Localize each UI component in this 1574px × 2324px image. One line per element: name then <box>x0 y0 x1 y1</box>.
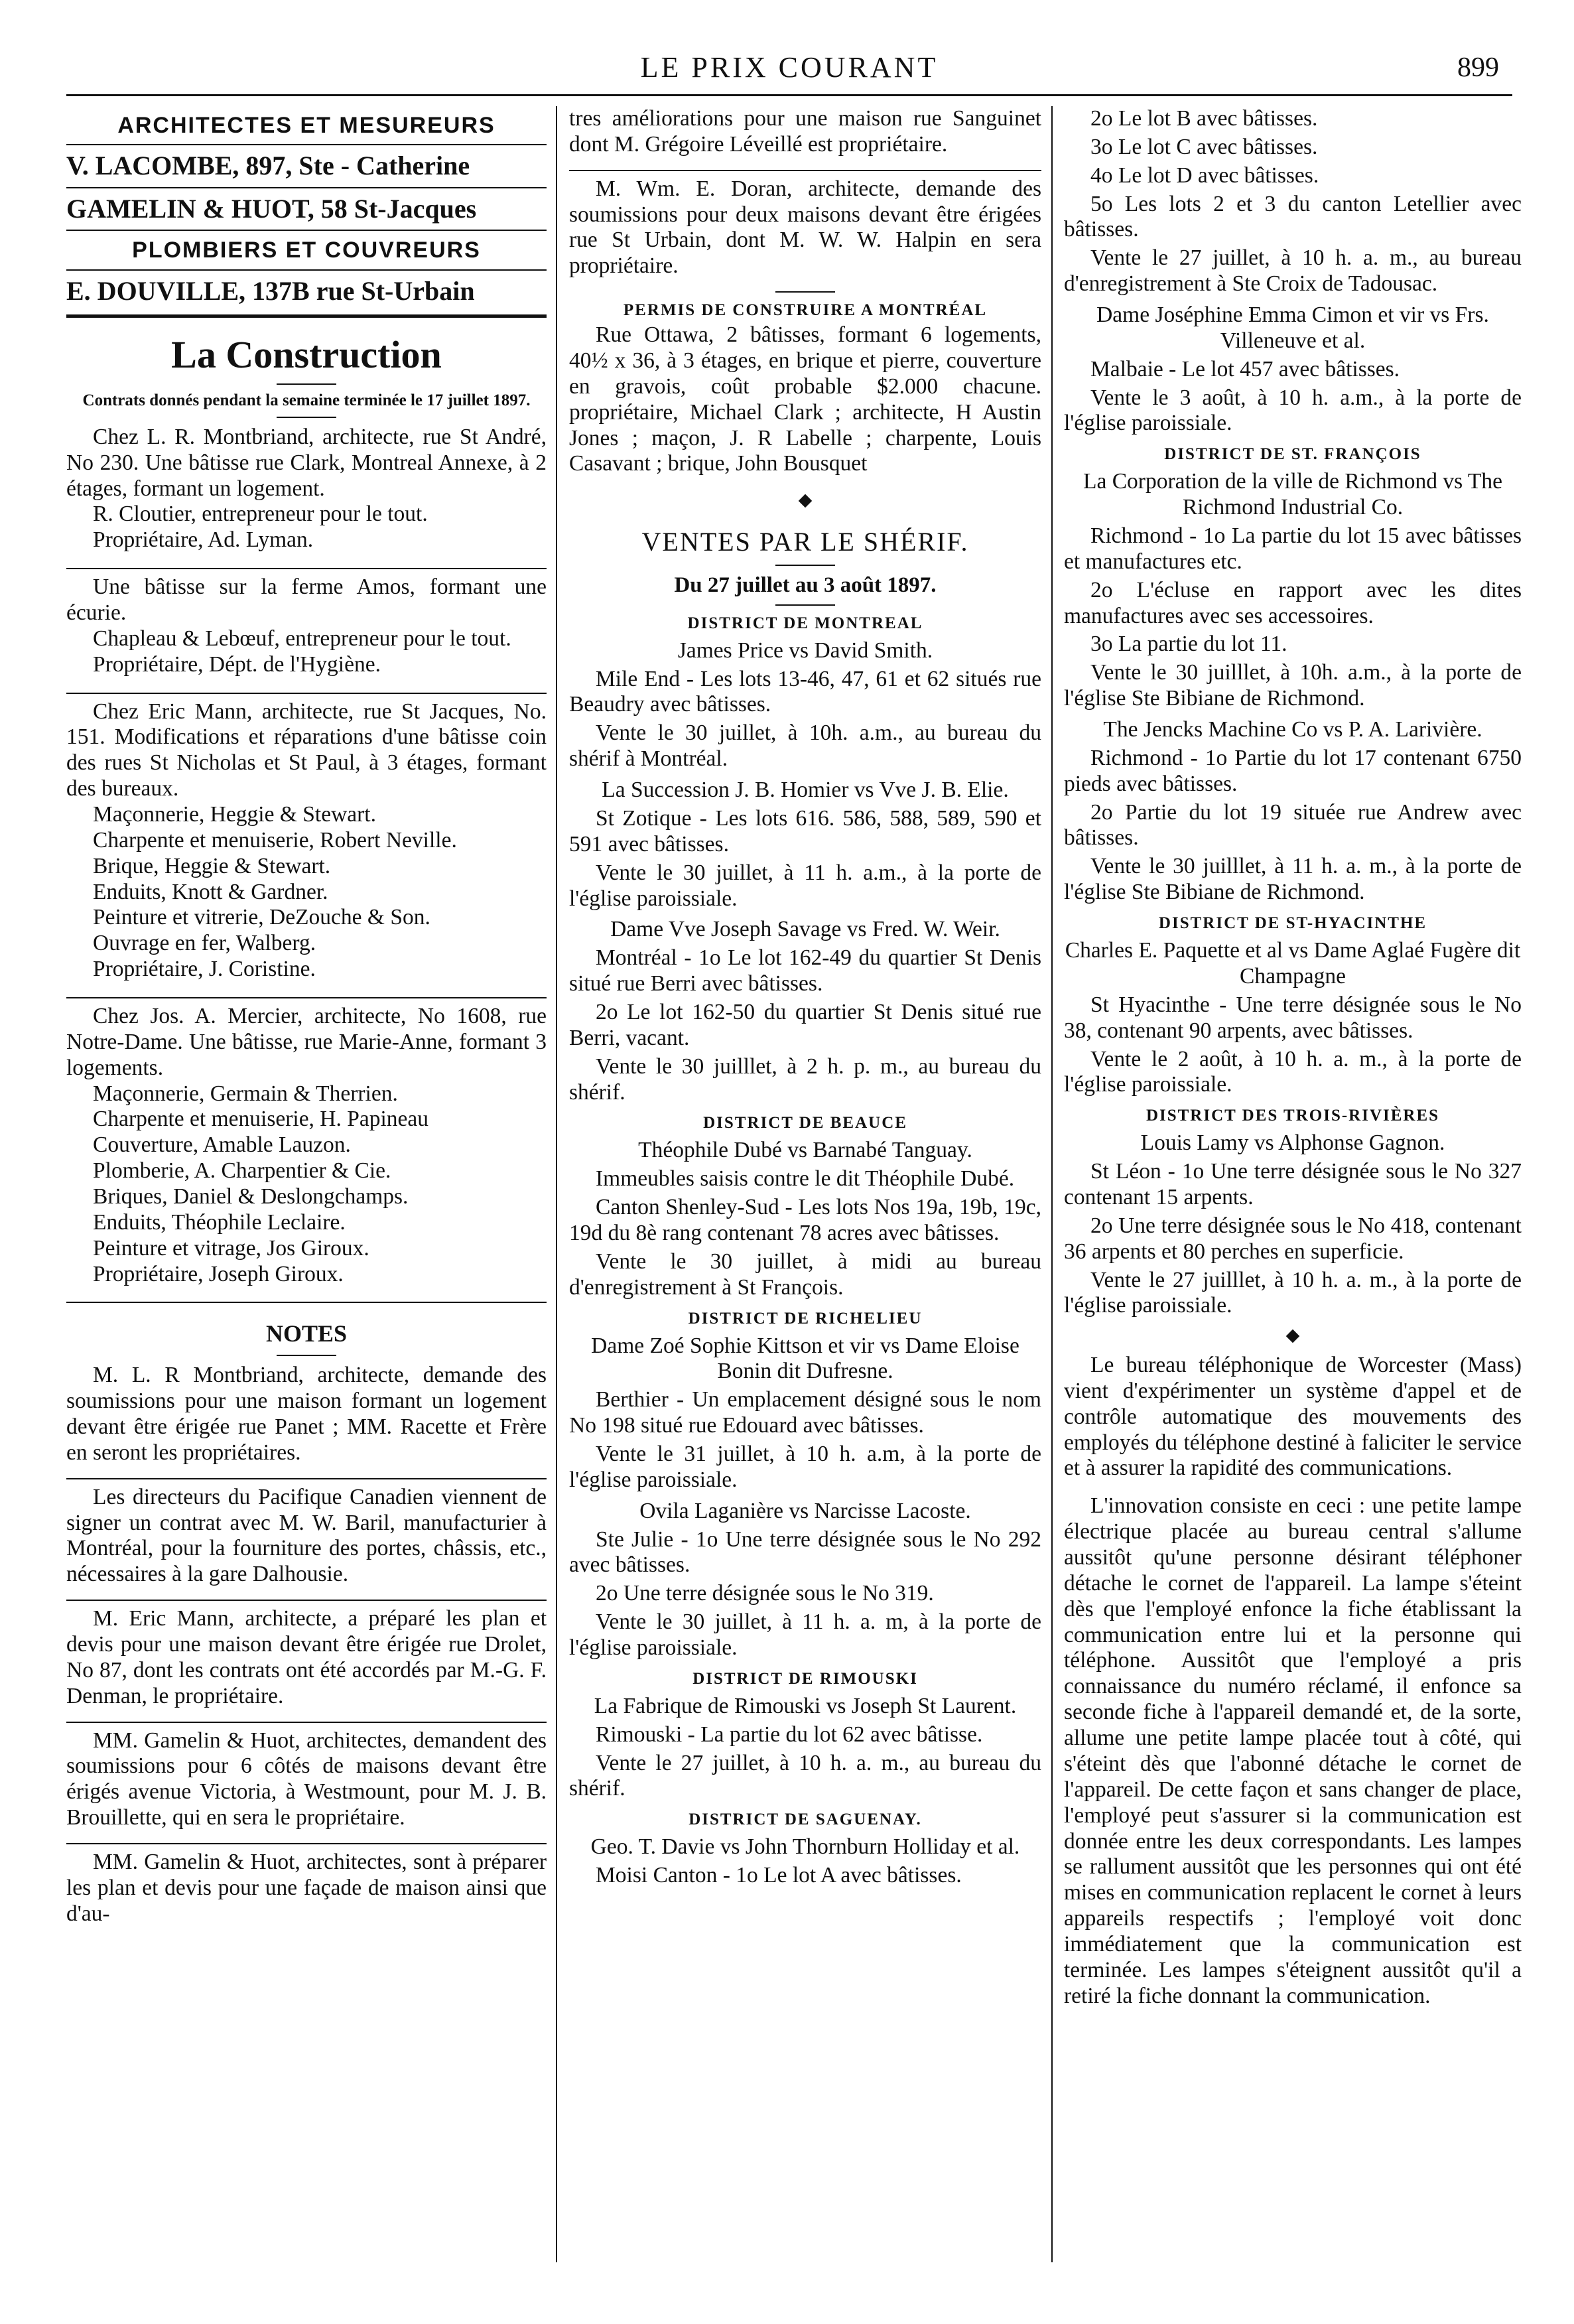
case-title: Dame Vve Joseph Savage vs Fred. W. Weir. <box>610 917 1000 942</box>
case-title: Dame Zoé Sophie Kittson et vir vs Dame Eloise Bonin dit Dufresne. <box>591 1333 1019 1384</box>
note-paragraph: M. L. R Montbriand, architecte, demande des soumissions pour une maison formant un logement devant être érigée rue Panet ; MM. Racette et Frère en seront les propriétaires. <box>66 1363 547 1465</box>
entry-text: Propriétaire, Joseph Giroux. <box>93 1261 344 1286</box>
section-heading-architectes: ARCHITECTES ET MESUREURS <box>117 113 495 138</box>
sale-item: Rimouski - La partie du lot 62 avec bâtisse. <box>596 1722 983 1747</box>
entry-text: Maçonnerie, Germain & Therrien. <box>93 1081 398 1106</box>
sale-item: St Zotique - Les lots 616. 586, 588, 589, 590 et 591 avec bâtisses. <box>569 805 1041 856</box>
entry-text: R. Cloutier, entrepreneur pour le tout. <box>93 502 428 527</box>
divider <box>66 1302 547 1303</box>
contract-entry <box>66 575 547 677</box>
sale-item: Moisi Canton - 1o Le lot A avec bâtisses. <box>596 1863 962 1888</box>
divider <box>66 1722 547 1723</box>
directory-entry: E. DOUVILLE, 137B rue St-Urbain <box>66 275 475 306</box>
short-divider <box>277 383 336 385</box>
sale-item: St Léon - 1o Une terre désignée sous le No 327 contenant 15 arpents. <box>1064 1159 1522 1209</box>
case-title: Geo. T. Davie vs John Thornburn Holliday et al. <box>590 1834 1020 1860</box>
ventes-title: VENTES PAR LE SHÉRIF. <box>641 527 969 557</box>
sale-item: Immeubles saisis contre le dit Théophile Dubé. <box>596 1166 1015 1192</box>
note-paragraph: Les directeurs du Pacifique Canadien viennent de signer un contrat avec M. W. Baril, manufacturier à Montréal, pour la fourniture des portes, châssis, etc., nécessaires à la gare Dalhousie. <box>66 1484 547 1587</box>
divider <box>569 170 1041 171</box>
entry-text: Propriétaire, Dépt. de l'Hygiène. <box>93 651 381 677</box>
construction-title: La Construction <box>171 333 442 377</box>
entry-text: Charpente et menuiserie, H. Papineau <box>93 1107 429 1132</box>
case-title: Louis Lamy vs Alphonse Gagnon. <box>1140 1130 1445 1156</box>
sale-item: Mile End - Les lots 13-46, 47, 61 et 62 situés rue Beaudry avec bâtisses. <box>569 666 1041 717</box>
entry-text: Charpente et menuiserie, Robert Neville. <box>93 827 457 853</box>
divider <box>66 568 547 569</box>
sale-item: Vente le 3 août, à 10 h. a.m., à la porte de l'église paroissiale. <box>1064 385 1522 436</box>
column-divider <box>1051 106 1053 2262</box>
sale-item: Malbaie - Le lot 457 avec bâtisses. <box>1090 356 1400 381</box>
header-rule <box>66 94 1512 96</box>
note-paragraph: M. Wm. E. Doran, architecte, demande des soumissions pour deux maisons devant être érigées rue St Urbain, dont M. W. W. Halpin en sera propriétaire. <box>569 176 1041 279</box>
divider <box>66 693 547 694</box>
sale-item: 2o Le lot 162-50 du quartier St Denis situé rue Berri, vacant. <box>569 999 1041 1050</box>
sale-item: 2o Une terre désignée sous le No 418, contenant 36 arpents et 80 perches en superficie. <box>1064 1213 1522 1264</box>
directory-entry: V. LACOMBE, 897, Ste - Catherine <box>66 151 470 181</box>
sale-item: Richmond - 1o Partie du lot 17 contenant 6750 pieds avec bâtisses. <box>1064 745 1522 796</box>
short-divider <box>277 1355 336 1356</box>
entry-text: Briques, Daniel & Deslongchamps. <box>93 1184 409 1209</box>
district-heading: DISTRICT DE RICHELIEU <box>688 1309 923 1328</box>
page-number: 899 <box>1457 52 1499 83</box>
short-divider <box>277 417 336 418</box>
sale-item: 3o La partie du lot 11. <box>1090 632 1287 657</box>
article-paragraph: Le bureau téléphonique de Worcester (Mass) vient d'expérimenter un système d'appel et de contrôle automatique des mouvements des employés du téléphone destiné à faliciter le service et à assurer la rapidité des communications. <box>1064 1353 1522 1481</box>
sale-item: Vente le 2 août, à 10 h. a. m., à la porte de l'église paroissiale. <box>1064 1046 1522 1097</box>
contract-entry <box>66 425 547 553</box>
entry-text: Chez Jos. A. Mercier, architecte, No 1608, rue Notre-Dame. Une bâtisse, rue Marie-Anne, formant 3 logements. <box>66 1004 547 1080</box>
note-continuation: tres améliorations pour une maison rue Sanguinet dont M. Grégoire Léveillé est propriétaire. <box>569 106 1041 157</box>
sale-item: Berthier - Un emplacement désigné sous le nom No 198 situé rue Edouard avec bâtisses. <box>569 1387 1041 1438</box>
sale-item: Richmond - 1o La partie du lot 15 avec bâtisses et manufactures etc. <box>1064 523 1522 574</box>
district-heading: DISTRICT DE ST-HYACINTHE <box>1158 914 1427 933</box>
note-paragraph: M. Eric Mann, architecte, a préparé les plan et devis pour une maison devant être érigée rue Drolet, No 87, dont les contrats ont été accordés par M.-G. F. Denman, le propriétaire. <box>66 1606 547 1708</box>
page-header <box>66 48 1512 88</box>
sale-item: 2o L'écluse en rapport avec les dites manufactures avec ses accessoires. <box>1064 577 1522 628</box>
permis-title: PERMIS DE CONSTRUIRE A MONTRÉAL <box>623 301 988 320</box>
case-title: La Corporation de la ville de Richmond vs The Richmond Industrial Co. <box>1082 469 1503 520</box>
sale-item: Vente le 30 juilllet, à 2 h. p. m., au bureau du shérif. <box>569 1054 1041 1105</box>
divider <box>66 269 547 271</box>
divider <box>66 144 547 145</box>
entry-text: Propriétaire, Ad. Lyman. <box>93 527 314 553</box>
entry-text: Enduits, Knott & Gardner. <box>93 879 328 904</box>
district-heading: DISTRICT DE ST. FRANÇOIS <box>1164 445 1421 464</box>
divider <box>66 187 547 188</box>
sale-item: 4o Le lot D avec bâtisses. <box>1090 163 1319 188</box>
entry-text: Peinture et vitrage, Jos Giroux. <box>93 1235 369 1261</box>
entry-text: Chez L. R. Montbriand, architecte, rue St André, No 230. Une bâtisse rue Clark, Montreal Annexe, à 2 étages, formant un logement. <box>66 424 547 501</box>
sale-item: Vente le 30 juillet, à 10h. a.m., au bureau du shérif à Montréal. <box>569 720 1041 772</box>
entry-text: Maçonnerie, Heggie & Stewart. <box>93 801 376 827</box>
divider <box>66 1478 547 1479</box>
ornament-separator: ⬥ <box>1285 1324 1300 1347</box>
column-middle <box>569 106 1041 2269</box>
divider <box>66 997 547 998</box>
column-right <box>1064 106 1522 2269</box>
sale-item: Vente le 30 juillet, à 11 h. a.m., à la porte de l'église paroissiale. <box>569 860 1041 911</box>
divider <box>66 1843 547 1844</box>
entry-text: Plomberie, A. Charpentier & Cie. <box>93 1158 391 1184</box>
sale-item: 2o Une terre désignée sous le No 319. <box>596 1581 934 1606</box>
short-divider <box>775 291 835 293</box>
ventes-date: Du 27 juillet au 3 août 1897. <box>674 573 937 597</box>
sale-item: Vente le 30 juilllet, à 10h. a.m., à la porte de l'église Ste Bibiane de Richmond. <box>1064 660 1522 711</box>
district-heading: DISTRICT DE MONTREAL <box>687 614 923 632</box>
case-title: James Price vs David Smith. <box>677 638 933 663</box>
divider <box>66 1600 547 1601</box>
sale-item: Vente le 30 juillet, à 11 h. a. m, à la porte de l'église paroissiale. <box>569 1609 1041 1660</box>
sale-item: Montréal - 1o Le lot 162-49 du quartier St Denis situé rue Berri avec bâtisses. <box>569 945 1041 996</box>
divider <box>66 230 547 231</box>
note-paragraph: MM. Gamelin & Huot, architectes, sont à préparer les plan et devis pour une façade de maison ainsi que d'au- <box>66 1849 547 1926</box>
sale-item: Ste Julie - 1o Une terre désignée sous le No 292 avec bâtisses. <box>569 1527 1041 1578</box>
note-paragraph: MM. Gamelin & Huot, architectes, demandent des soumissions pour 6 côtés de maisons devant être érigés avenue Victoria, à Westmount, pour M. J. B. Brouillette, qui en sera le propriétaire. <box>66 1728 547 1830</box>
entry-text: Propriétaire, J. Coristine. <box>93 957 316 982</box>
divider-thick <box>66 314 547 318</box>
entry-text: Ouvrage en fer, Walberg. <box>93 931 316 956</box>
sale-item: St Hyacinthe - Une terre désignée sous le No 38, contenant 90 arpents, avec bâtisses. <box>1064 992 1522 1043</box>
entry-text: Enduits, Théophile Leclaire. <box>93 1209 346 1235</box>
entry-text: Brique, Heggie & Stewart. <box>93 853 331 878</box>
entry-text: Chapleau & Lebœuf, entrepreneur pour le tout. <box>93 626 511 651</box>
district-heading: DISTRICT DE BEAUCE <box>703 1114 907 1132</box>
entry-text: Chez Eric Mann, architecte, rue St Jacques, No. 151. Modifications et réparations d'une bâtisse coin des rues St Nicholas et St Paul, à 3 étages, formant des bureaux. <box>66 699 547 801</box>
sale-item: Vente le 30 juillet, à midi au bureau d'enregistrement à St François. <box>569 1249 1041 1300</box>
section-heading-plombiers: PLOMBIERS ET COUVREURS <box>132 238 481 263</box>
case-title: Dame Joséphine Emma Cimon et vir vs Frs. Villeneuve et al. <box>1096 303 1489 353</box>
case-title: Charles E. Paquette et al vs Dame Aglaé Fugère dit Champagne <box>1065 938 1521 989</box>
column-divider <box>556 106 557 2262</box>
construction-subtitle: Contrats donnés pendant la semaine terminée le 17 juillet 1897. <box>82 391 531 410</box>
sale-item: 2o Partie du lot 19 située rue Andrew avec bâtisses. <box>1064 799 1522 851</box>
contract-entry <box>66 699 547 983</box>
case-title: Théophile Dubé vs Barnabé Tanguay. <box>638 1138 972 1163</box>
page-title: LE PRIX COURANT <box>640 51 939 84</box>
case-title: Ovila Laganière vs Narcisse Lacoste. <box>639 1498 971 1523</box>
sale-item: Vente le 27 juillet, à 10 h. a. m., au bureau du shérif. <box>569 1750 1041 1801</box>
sale-item: Vente le 27 juillet, à 10 h. a. m., au bureau d'enregistrement à Ste Croix de Tadousac. <box>1064 245 1522 297</box>
district-heading: DISTRICT DE RIMOUSKI <box>692 1669 918 1688</box>
permis-text: Rue Ottawa, 2 bâtisses, formant 6 logements, 40½ x 36, à 3 étages, en brique et pierre, couverture en gravois, coût probable $2.000 chacune. propriétaire, Michael Clark ; architecte, H Austin Jones ; maçon, J. R Labelle ; charpente, Louis Casavant ; brique, John Bousquet <box>569 322 1041 476</box>
district-heading: DISTRICT DE SAGUENAY. <box>689 1811 922 1829</box>
sale-item: 2o Le lot B avec bâtisses. <box>1090 106 1318 131</box>
entry-text: Peinture et vitrerie, DeZouche & Son. <box>93 905 430 930</box>
case-title: La Succession J. B. Homier vs Vve J. B. Elie. <box>602 778 1009 803</box>
ornament-separator: ⬥ <box>798 489 813 512</box>
sale-item: Vente le 27 juilllet, à 10 h. a. m., à la porte de l'église paroissiale. <box>1064 1267 1522 1318</box>
district-heading: DISTRICT DES TROIS-RIVIÈRES <box>1146 1107 1440 1125</box>
short-divider <box>775 604 835 606</box>
entry-text: Couverture, Amable Lauzon. <box>93 1132 351 1158</box>
notes-title: NOTES <box>265 1320 348 1347</box>
sale-item: 5o Les lots 2 et 3 du canton Letellier avec bâtisses. <box>1064 191 1522 242</box>
column-left <box>66 106 547 2269</box>
article-paragraph: L'innovation consiste en ceci : une petite lampe électrique placée au bureau central s'allume aussitôt qu'une personne désirant téléphoner détache le cornet de l'appareil. La lampe s'éteint dès que l'employé enfonce la fiche établissant la communication entre lui et la personne qui téléphone. Aussitôt que l'employé a pris connaissance du numéro réclamé, il enfonce sa seconde fiche à l'appareil demandé et, de la sorte, allume une petite lampe placée tout à côté, qui s'éteint dès que l'abonné détache le cornet de l'appareil. De cette façon et sans changer de place, l'employé peut s'assurer si la communication est donnée entre les deux correspondants. Les lampes se rallument aussitôt que les personnes qui ont été mises en communication replacent le cornet à leurs appareils respectifs ; l'employé voit donc immédiatement que la communication est terminée. Les lampes s'éteignent aussitôt qu'il a retiré la fiche donnant la communication. <box>1064 1493 1522 2008</box>
short-divider <box>775 565 835 566</box>
sale-item: Canton Shenley-Sud - Les lots Nos 19a, 19b, 19c, 19d du 8è rang contenant 78 acres avec bâtisses. <box>569 1195 1041 1245</box>
case-title: The Jencks Machine Co vs P. A. Larivière. <box>1103 717 1482 742</box>
sale-item: Vente le 31 juillet, à 10 h. a.m, à la porte de l'église paroissiale. <box>569 1441 1041 1492</box>
sale-item: 3o Le lot C avec bâtisses. <box>1090 134 1318 159</box>
contract-entry <box>66 1004 547 1287</box>
directory-entry: GAMELIN & HUOT, 58 St-Jacques <box>66 193 477 224</box>
case-title: La Fabrique de Rimouski vs Joseph St Laurent. <box>594 1693 1017 1718</box>
entry-text: Une bâtisse sur la ferme Amos, formant une écurie. <box>66 575 547 625</box>
sale-item: Vente le 30 juilllet, à 11 h. a. m., à la porte de l'église Ste Bibiane de Richmond. <box>1064 854 1522 905</box>
